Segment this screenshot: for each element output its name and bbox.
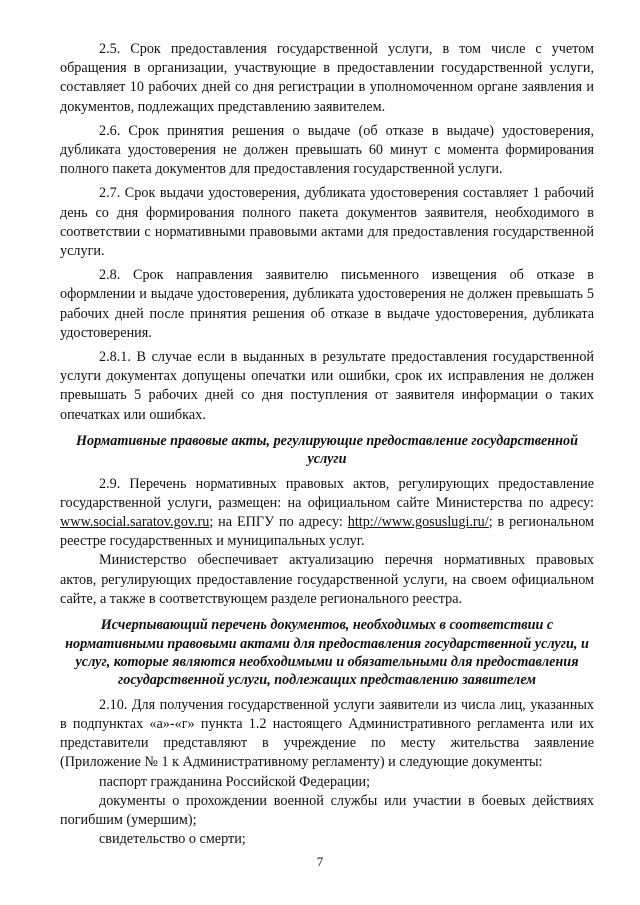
page-number: 7	[316, 854, 324, 869]
paragraph-2-8: 2.8. Срок направления заявителю письменного извещения об отказе в оформлении и выдаче удостоверения, дубликата удостоверения не должен превышать 5 рабочих дней после принятия решения об отказе в выдаче удостоверения, дубликата удостоверения.	[60, 267, 594, 341]
section-heading-normative-acts: Нормативные правовые акты, регулирующие предоставление государственной услуги	[76, 432, 578, 468]
paragraph-2-6: 2.6. Срок принятия решения о выдаче (об отказе в выдаче) удостоверения, дубликата удостоверения не должен превышать 60 минут с момента формирования полного пакета документов для предоставления государственной услуги.	[60, 122, 594, 178]
ministry-site-link[interactable]: www.social.saratov.gov.ru	[60, 514, 210, 531]
document-page	[60, 40, 594, 849]
gosuslugi-link[interactable]: http://www.gosuslugi.ru/	[347, 514, 489, 531]
paragraph-2-7: 2.7. Срок выдачи удостоверения, дубликата удостоверения составляет 1 рабочий день со дня формирования полного пакета документов заявителя, необходимого в соответствии с нормативными правовыми актами для предоставления государственной услуги.	[60, 185, 594, 260]
paragraph-2-9-text-between: ; на ЕПГУ по адресу:	[209, 514, 348, 531]
list-item-military-documents: документы о прохождении военной службы или участии в боевых действиях погибшим (умершим);	[60, 792, 594, 828]
list-item-death-certificate: свидетельство о смерти;	[99, 831, 246, 848]
paragraph-2-9-actualization: Министерство обеспечивает актуализацию перечня нормативных правовых актов, регулирующих предоставление государственной услуги, на своем официальном сайте, а также в соответствующем разделе регионального реестра.	[60, 552, 594, 607]
paragraph-2-5: 2.5. Срок предоставления государственной услуги, в том числе с учетом обращения в организации, участвующие в предоставлении государственной услуги, составляет 10 рабочих дней со дня регистрации в уполномоченном органе заявления и документов, подлежащих представлению заявителем.	[60, 41, 594, 115]
section-heading-documents-list: Исчерпывающий перечень документов, необходимых в соответствии с нормативными правовыми актами для предоставления государственной услуги, и услуг, которые являются необходимыми и обязательными для предоставления государственной услуги, подлежащих представлению заявителем	[65, 617, 589, 689]
paragraph-2-8-1: 2.8.1. В случае если в выданных в результате предоставления государственной услуги документах допущены опечатки или ошибки, срок их исправления не должен превышать 5 рабочих дней со дня поступления от заявителя информации о таких опечатках или ошибках.	[60, 349, 594, 423]
paragraph-2-10: 2.10. Для получения государственной услуги заявители из числа лиц, указанных в подпунктах «а»-«г» пункта 1.2 настоящего Административного регламента или их представители представляют в учреждение по месту жительства заявление (Приложение № 1 к Административному регламенту) и следующие документы:	[60, 696, 594, 771]
paragraph-2-9-text-after: ; в региональном реестре государственных и муниципальных услуг.	[60, 514, 594, 550]
paragraph-2-9-text: 2.9. Перечень нормативных правовых актов, регулирующих предоставление государственной услуги, размещен: на официальном сайте Министерства по адресу:	[60, 475, 594, 511]
list-item-passport: паспорт гражданина Российской Федерации;	[99, 773, 371, 790]
paragraph-2-9	[60, 475, 594, 552]
